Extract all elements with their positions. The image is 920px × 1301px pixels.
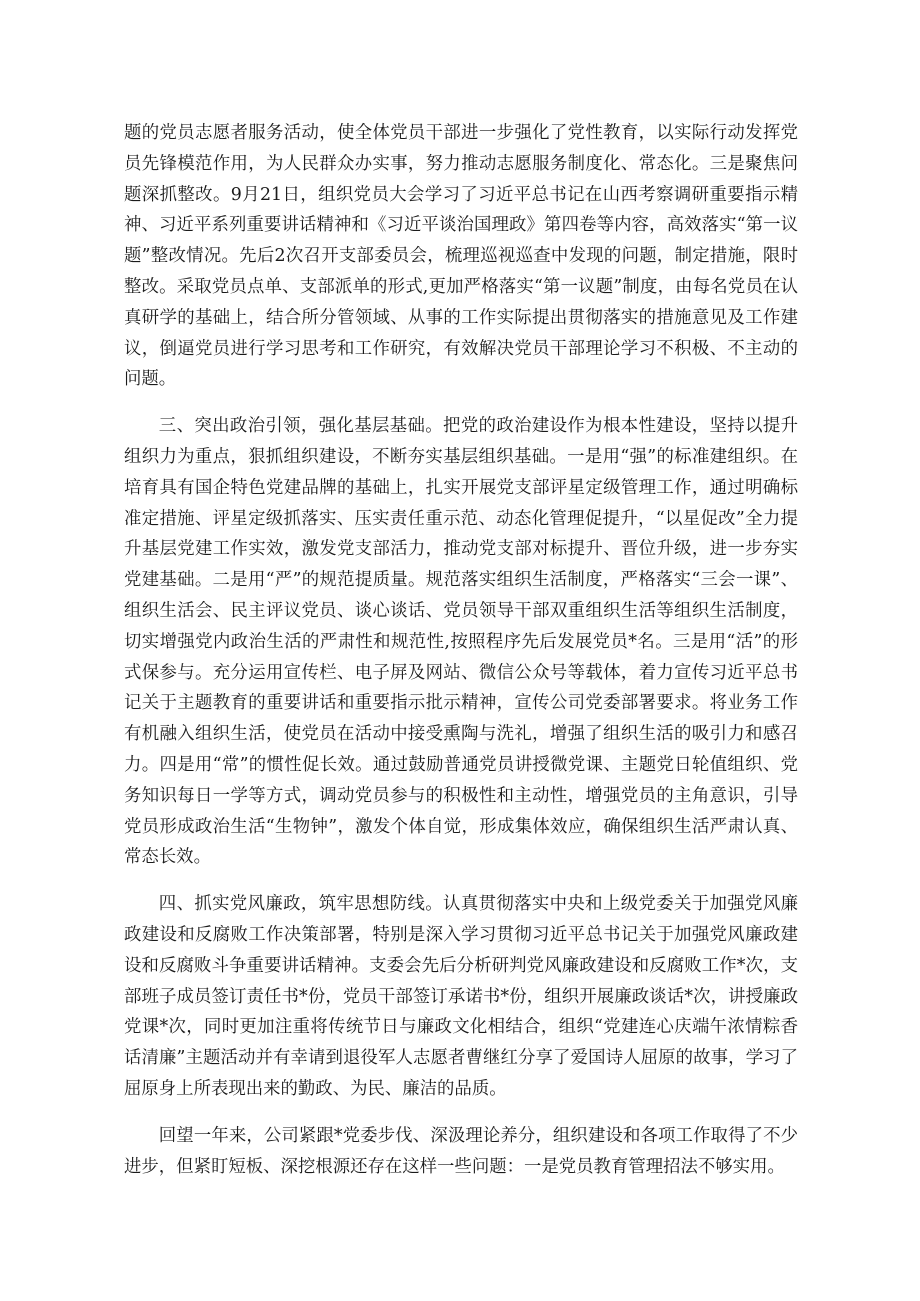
document-body — [124, 118, 798, 1198]
paragraph-section-four: 四、抓实党风廉政，筑牢思想防线。认真贯彻落实中央和上级党委关于加强党风廉政建设和反腐败工作决策部署，特别是深入学习贯彻习近平总书记关于加强党风廉政建设和反腐败斗争重要讲话精神。支委会先后分析研判党风廉政建设和反腐败工作*次，支部班子成员签订责任书*份，党员干部签订承诺书*份，组织开展廉政谈话*次，讲授廉政党课*次，同时更加注重将传统节日与廉政文化相结合，组织“党建连心庆端午浓情粽香话清廉”主题活动并有幸请到退役军人志愿者曹继红分享了爱国诗人屈原的故事，学习了屈原身上所表现出来的勤政、为民、廉洁的品质。 — [124, 894, 798, 1099]
paragraph-review: 回望一年来，公司紧跟*党委步伐、深汲理论养分，组织建设和各项工作取得了不少进步，但紧盯短板、深挖根源还存在这样一些问题：一是党员教育管理招法不够实用。 — [124, 1125, 798, 1177]
paragraph-continuation: 题的党员志愿者服务活动，使全体党员干部进一步强化了党性教育，以实际行动发挥党员先锋模范作用，为人民群众办实事，努力推动志愿服务制度化、常态化。三是聚焦问题深抓整改。9月21日，组织党员大会学习了习近平总书记在山西考察调研重要指示精神、习近平系列重要讲话精神和《习近平谈治国理政》第四卷等内容，高效落实“第一议题”整改情况。先后2次召开支部委员会，梳理巡视巡查中发现的问题，制定措施，限时整改。采取党员点单、支部派单的形式,更加严格落实“第一议题”制度，由每名党员在认真研学的基础上，结合所分管领域、从事的工作实际提出贯彻落实的措施意见及工作建议，倒逼党员进行学习思考和工作研究，有效解决党员干部理论学习不积极、不主动的问题。 — [124, 123, 798, 390]
paragraph-section-three: 三、突出政治引领，强化基层基础。把党的政治建设作为根本性建设，坚持以提升组织力为重点，狠抓组织建设，不断夯实基层组织基础。一是用“强”的标准建组织。在培育具有国企特色党建品牌的基础上，扎实开展党支部评星定级管理工作，通过明确标准定措施、评星定级抓落实、压实责任重示范、动态化管理促提升，“以星促改”全力提升基层党建工作实效，激发党支部活力，推动党支部对标提升、晋位升级，进一步夯实党建基础。二是用“严”的规范提质量。规范落实组织生活制度，严格落实“三会一课”、组织生活会、民主评议党员、谈心谈话、党员领导干部双重组织生活等组织生活制度，切实增强党内政治生活的严肃性和规范性,按照程序先后发展党员*名。三是用“活”的形式保参与。充分运用宣传栏、电子屏及网站、微信公众号等载体，着力宣传习近平总书记关于主题教育的重要讲话和重要指示批示精神，宣传公司党委部署要求。将业务工作有机融入组织生活，使党员在活动中接受熏陶与洗礼，增强了组织生活的吸引力和感召力。四是用“常”的惯性促长效。通过鼓励普通党员讲授微党课、主题党日轮值组织、党务知识每日一学等方式，调动党员参与的积极性和主动性，增强党员的主角意识，引导党员形成政治生活“生物钟”，激发个体自觉，形成集体效应，确保组织生活严肃认真、常态长效。 — [124, 416, 798, 868]
